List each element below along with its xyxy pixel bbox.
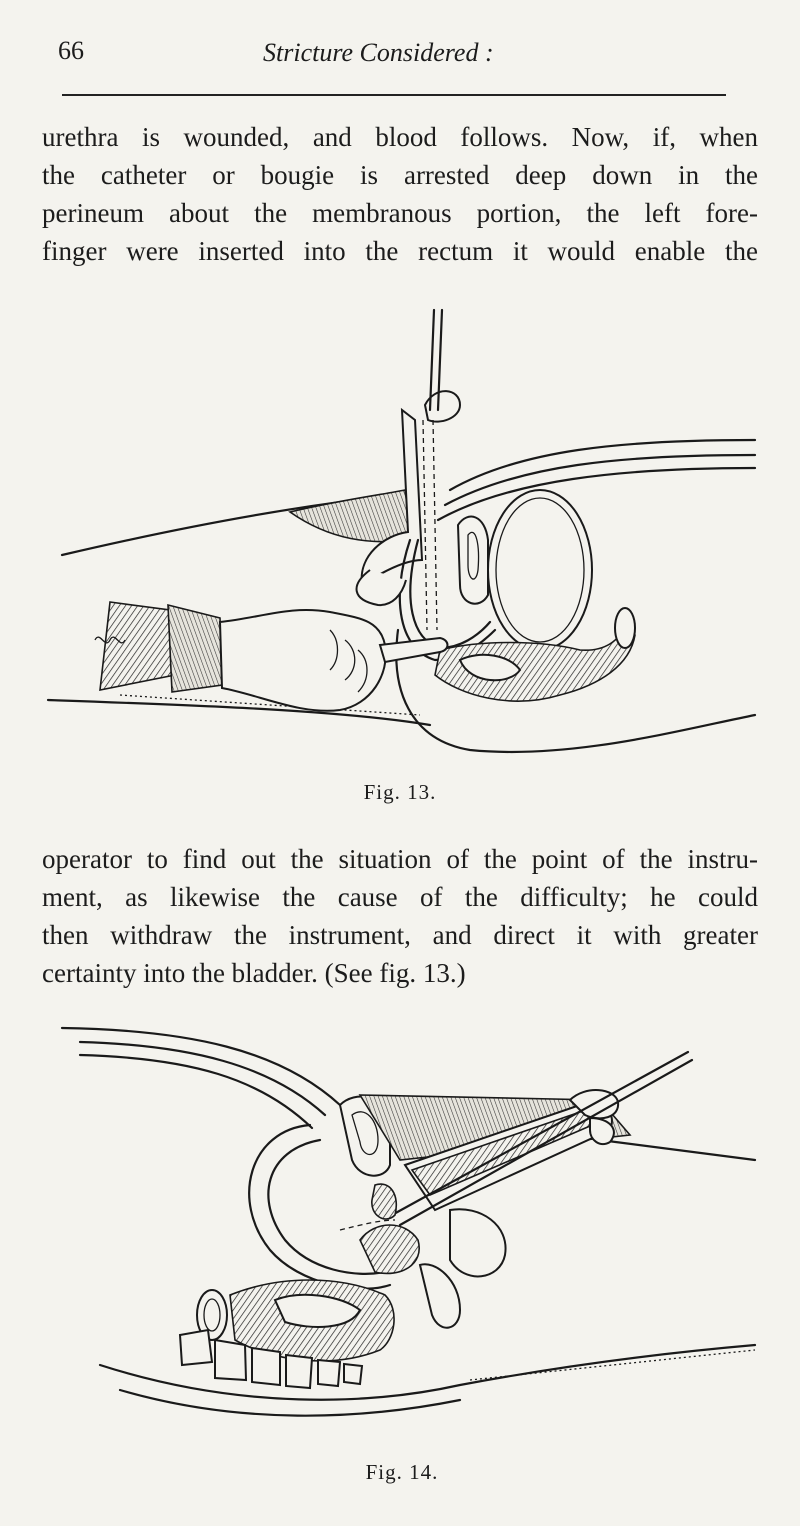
text-line: certainty into the bladder. (See fig. 13.) [42,958,466,988]
figure-14-illustration [40,1010,770,1450]
figure-13-illustration [40,300,770,770]
running-title: Stricture Considered : [263,38,494,67]
text-line: perineum about the membranous portion, the left fore- [42,198,758,228]
paragraph-2 [42,840,758,992]
text-line: ment, as likewise the cause of the difficulty; he could [42,882,758,912]
page-header [58,36,726,76]
text-line: urethra is wounded, and blood follows. Now, if, when [42,122,758,152]
text-line: finger were inserted into the rectum it would enable the [42,236,758,266]
figure-14-caption: Fig. 14. [365,1460,439,1484]
page-number: 66 [58,36,84,65]
text-line: operator to find out the situation of the point of the instru- [42,844,758,874]
paragraph-1 [42,118,758,270]
text-line: then withdraw the instrument, and direct it with greater [42,920,758,950]
text-line: the catheter or bougie is arrested deep down in the [42,160,758,190]
figure-13-caption: Fig. 13. [363,780,437,804]
header-rule [62,94,726,96]
